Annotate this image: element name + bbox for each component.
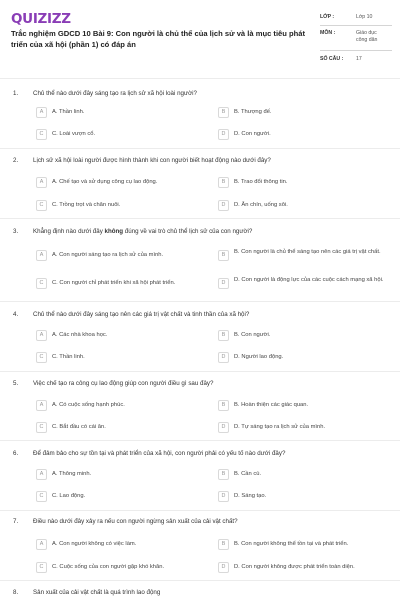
option-a[interactable] [36,107,181,120]
option-b[interactable] [218,400,363,413]
subject-value: Giáo dục công dân [356,30,378,43]
question-number: 1. [13,90,19,97]
question-text: Lịch sử xã hội loài người được hình thành khi con người biết hoạt động nào dưới đây? [33,157,271,164]
question-text [33,228,373,236]
option-b[interactable] [218,107,363,120]
option-text: C. Loài vượn cổ. [52,130,96,137]
option-b[interactable] [218,539,363,552]
question-text: Chủ thể nào dưới đây sáng tạo nên các giá trị vật chất và tinh thần của xã hội? [33,311,250,318]
question-divider [0,301,400,302]
option-letter-box: C [36,491,47,502]
count-value: 17 [356,56,362,62]
option-text: A. Thần linh. [52,108,85,115]
option-text: A. Chế tạo và sử dụng công cụ lao động. [52,178,158,185]
grade-value: Lớp 10 [356,14,373,20]
option-b[interactable] [218,177,363,190]
option-letter-box: D [218,562,229,573]
question-number: 5. [13,380,19,387]
option-letter-box: B [218,107,229,118]
question-text: Sản xuất của cải vật chất là quá trình lao động [33,589,161,596]
option-c[interactable] [36,491,181,504]
option-text: D. Con người là động lực của các cuộc cách mạng xã hội. [234,276,384,283]
option-d[interactable] [218,562,363,575]
option-letter-box: A [36,107,47,118]
option-letter-box: A [36,469,47,480]
option-d[interactable] [218,200,363,213]
option-a[interactable] [36,400,181,413]
option-letter-box: A [36,177,47,188]
option-text: C. Trồng trọt và chăn nuôi. [52,201,121,208]
question-divider [0,371,400,372]
option-letter-box: B [218,539,229,550]
option-letter-box: D [218,352,229,363]
option-letter-box: D [218,200,229,211]
question-number: 7. [13,518,19,525]
option-d[interactable] [218,275,384,288]
question-text-emphasis: không [104,228,124,235]
question-text: Việc chế tạo ra công cụ lao động giúp con người điều gì sau đây? [33,380,214,387]
option-a[interactable] [36,469,181,482]
question-text: Để đảm bảo cho sự tồn tại và phát triển của xã hội, con người phải có yếu tố nào dưới đây? [33,450,286,457]
option-letter-box: B [218,330,229,341]
option-c[interactable] [36,562,181,575]
option-text: D. Sáng tạo. [234,492,267,499]
option-d[interactable] [218,352,363,365]
worksheet-title: Trắc nghiệm GDCD 10 Bài 9: Con người là chủ thể của lịch sử và là mục tiêu phát triển của xã hội (phần 1) có đáp án [11,29,306,49]
option-text: A. Thông minh. [52,470,92,477]
option-letter-box: D [218,129,229,140]
question-divider [0,148,400,149]
question-divider [0,510,400,511]
option-letter-box: A [36,400,47,411]
option-d[interactable] [218,491,363,504]
option-c[interactable] [36,200,181,213]
option-a[interactable] [36,539,181,552]
question-number: 6. [13,450,19,457]
question-text: Điều nào dưới đây xảy ra nếu con người ngừng sản xuất của cải vật chất? [33,518,238,525]
option-c[interactable] [36,422,181,435]
question-number: 2. [13,157,19,164]
option-b[interactable] [218,469,363,482]
option-text: D. Con người. [234,130,271,137]
question-number: 3. [13,228,19,235]
option-text: A. Con người sáng tạo ra lịch sử của mình. [52,251,164,258]
header-divider [0,78,400,79]
option-text: C. Bắt đầu có cái ăn. [52,423,106,430]
option-letter-box: B [218,400,229,411]
option-letter-box: C [36,278,47,289]
option-text: A. Con người không có việc làm. [52,540,137,547]
grade-label: LỚP : [320,14,335,20]
option-text: C. Thần linh. [52,353,85,360]
option-letter-box: C [36,352,47,363]
option-text: C. Lao động. [52,492,86,499]
option-text: B. Con người không thể tồn tại và phát triển. [234,540,349,547]
option-text: B. Hoàn thiện các giác quan. [234,401,309,408]
option-letter-box: C [36,422,47,433]
option-letter-box: C [36,562,47,573]
option-text: B. Con người là chủ thể sáng tạo nên các giá trị vật chất. [234,248,381,255]
question-number: 4. [13,311,19,318]
option-c[interactable] [36,352,181,365]
option-text: C. Con người chỉ phát triển khi xã hội phát triển. [52,279,176,286]
option-letter-box: B [218,250,229,261]
option-text: D. Người lao động. [234,353,284,360]
option-letter-box: A [36,539,47,550]
option-b[interactable] [218,330,363,343]
option-letter-box: A [36,330,47,341]
question-divider [0,440,400,441]
option-letter-box: C [36,129,47,140]
option-a[interactable] [36,177,181,190]
option-letter-box: A [36,250,47,261]
option-c[interactable] [36,129,181,142]
question-text: Chủ thể nào dưới đây sáng tạo ra lịch sử xã hội loài người? [33,90,197,97]
meta-divider [320,50,392,51]
option-letter-box: B [218,469,229,480]
question-number: 8. [13,589,19,596]
option-text: D. Ăn chín, uống sôi. [234,201,288,208]
option-d[interactable] [218,422,363,435]
quizizz-logo: QUIZIZZ [11,11,71,27]
option-letter-box: C [36,200,47,211]
option-c[interactable] [36,278,181,291]
question-divider [0,218,400,219]
count-label: SỐ CÂU : [320,56,344,62]
option-a[interactable] [36,330,181,343]
question-text-part: đúng về vai trò chủ thể lịch sử của con người? [123,228,253,235]
question-divider [0,580,400,581]
option-b[interactable] [218,247,381,260]
meta-divider [320,25,392,26]
question-text-part: Khẳng định nào dưới đây [33,228,105,235]
option-text: A. Có cuộc sống hạnh phúc. [52,401,125,408]
option-a[interactable] [36,250,181,263]
option-text: B. Trao đổi thông tin. [234,178,288,185]
option-letter-box: D [218,278,229,289]
option-text: B. Con người. [234,331,271,338]
option-text: D. Con người không được phát triển toàn diện. [234,563,355,570]
option-text: C. Cuộc sống của con người gặp khó khăn. [52,563,165,570]
option-text: B. Thượng đế. [234,108,272,115]
subject-label: MÔN : [320,30,336,36]
option-text: A. Các nhà khoa học. [52,331,108,338]
option-text: B. Cần cù. [234,470,262,477]
option-d[interactable] [218,129,363,142]
option-letter-box: B [218,177,229,188]
option-letter-box: D [218,422,229,433]
option-letter-box: D [218,491,229,502]
option-text: D. Tự sáng tạo ra lịch sử của mình. [234,423,326,430]
